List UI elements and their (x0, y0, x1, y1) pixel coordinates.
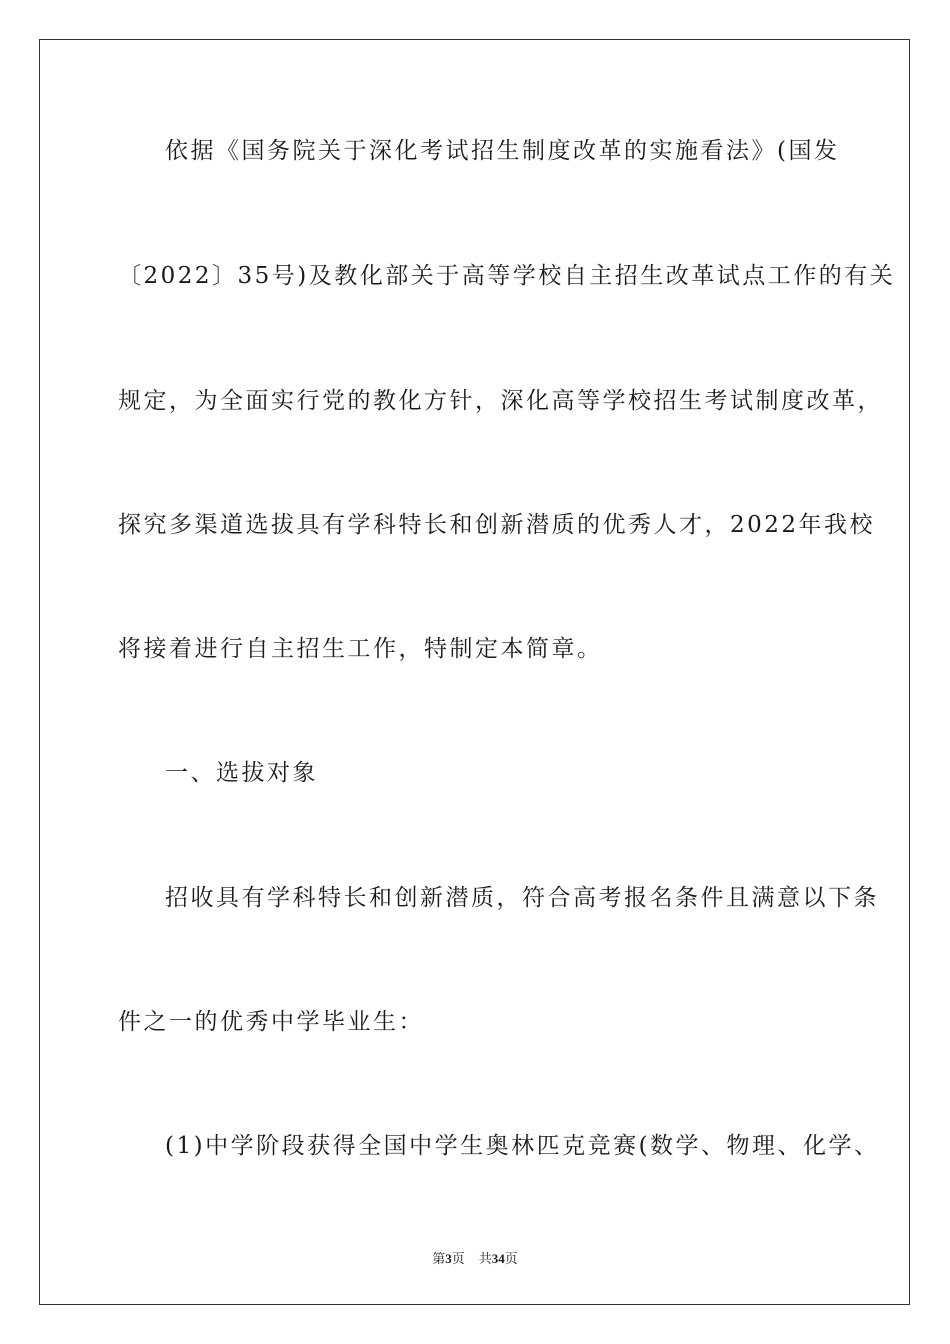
section-heading: 一、选拔对象 (165, 760, 318, 786)
page-footer (0, 1248, 950, 1267)
list-item-1: (1)中学阶段获得全国中学生奥林匹克竞赛(数学、物理、化学、 (165, 1133, 880, 1159)
paragraph-line-1: 依据《国务院关于深化考试招生制度改革的实施看法》(国发 (165, 138, 840, 164)
page-border (39, 39, 910, 1305)
footer-total-suffix: 页 (504, 1251, 518, 1266)
footer-page-suffix: 页 (451, 1251, 465, 1266)
paragraph-line-4: 探究多渠道选拔具有学科特长和创新潜质的优秀人才，2022年我校 (118, 512, 876, 538)
paragraph-line-3: 规定，为全面实行党的教化方针，深化高等学校招生考试制度改革， (118, 388, 883, 414)
footer-page-number: 3 (445, 1251, 452, 1266)
paragraph-line-6: 招收具有学科特长和创新潜质，符合高考报名条件且满意以下条 (165, 885, 879, 911)
paragraph-line-5: 将接着进行自主招生工作，特制定本简章。 (118, 636, 603, 662)
footer-page-prefix: 第 (432, 1251, 446, 1266)
footer-total-prefix: 共 (478, 1251, 492, 1266)
paragraph-line-2: 〔2022〕35号)及教化部关于高等学校自主招生改革试点工作的有关 (118, 263, 896, 289)
paragraph-line-7: 件之一的优秀中学毕业生： (118, 1009, 424, 1035)
footer-total-pages: 34 (491, 1251, 505, 1266)
